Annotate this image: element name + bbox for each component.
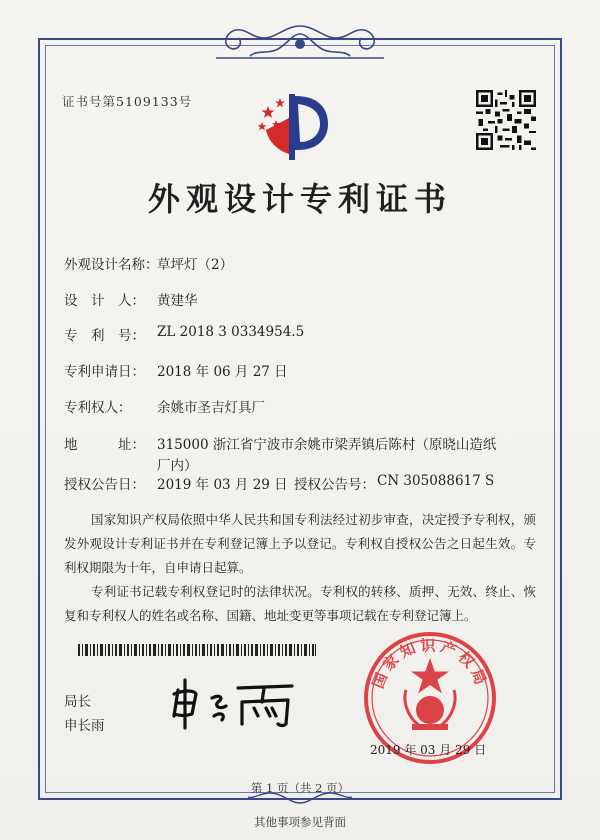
certificate-title: 外观设计专利证书 xyxy=(147,180,452,218)
field-label: 地 址： xyxy=(64,437,145,453)
footer-note: 其他事项参见背面 xyxy=(254,815,346,829)
field-patentee xyxy=(64,396,265,416)
page-number: 第 1 页（共 2 页） xyxy=(250,781,350,795)
field-label: 专 利 号： xyxy=(64,328,145,344)
director-block xyxy=(64,690,105,738)
field-value-2: CN 305088617 S xyxy=(377,473,495,489)
field-label: 外观设计名称： xyxy=(64,257,159,273)
field-label-2: 授权公告号： xyxy=(294,477,375,493)
legal-status-paragraph xyxy=(64,580,536,628)
field-value: 315000 浙江省宁波市余姚市梁弄镇后陈村（原晓山造纸 xyxy=(157,437,497,453)
cnipa-logo-icon xyxy=(254,90,334,170)
field-value: 草坪灯（2） xyxy=(157,257,234,273)
barcode-icon xyxy=(78,644,316,656)
top-ornament-icon xyxy=(206,20,394,64)
field-value-line2: 厂内） xyxy=(157,458,198,474)
grant-paragraph xyxy=(64,508,536,580)
field-application-date xyxy=(64,360,288,380)
field-designer xyxy=(64,289,198,309)
director-name: 申长雨 xyxy=(64,718,105,734)
field-label: 专利权人： xyxy=(64,400,132,416)
field-label: 设 计 人： xyxy=(64,293,145,309)
director-signature-icon xyxy=(160,672,300,732)
field-address xyxy=(64,433,497,474)
field-value: 黄建华 xyxy=(157,293,198,309)
field-grant-date xyxy=(64,473,495,493)
field-patent-number xyxy=(64,324,305,344)
field-design-name xyxy=(64,253,234,273)
seal-text: 国家知识产权局 xyxy=(368,636,492,691)
seal-date: 2019 年 03 月 29 日 xyxy=(370,743,487,757)
director-title: 局长 xyxy=(64,694,91,710)
paragraph-2: 专利证书记载专利权登记时的法律状况。专利权的转移、质押、无效、终止、恢复和专利权人的姓名或名称、国籍、地址变更等事项记载在专利登记簿上。 xyxy=(64,584,536,623)
field-label: 授权公告日： xyxy=(64,477,145,493)
field-value: ZL 2018 3 0334954.5 xyxy=(157,324,305,340)
field-value: 2019 年 03 月 29 日 xyxy=(157,477,288,493)
qr-code-icon xyxy=(476,90,536,150)
field-value: 余姚市圣吉灯具厂 xyxy=(157,400,265,416)
field-label: 专利申请日： xyxy=(64,364,145,380)
paragraph-1: 国家知识产权局依照中华人民共和国专利法经过初步审查，决定授予专利权，颁发外观设计专利证书并在专利登记簿上予以登记。专利权自授权公告之日起生效。专利权期限为十年，自申请日起算。 xyxy=(64,512,536,575)
field-value: 2018 年 06 月 27 日 xyxy=(157,364,288,380)
certificate-number: 证书号第5109133号 xyxy=(62,94,193,109)
